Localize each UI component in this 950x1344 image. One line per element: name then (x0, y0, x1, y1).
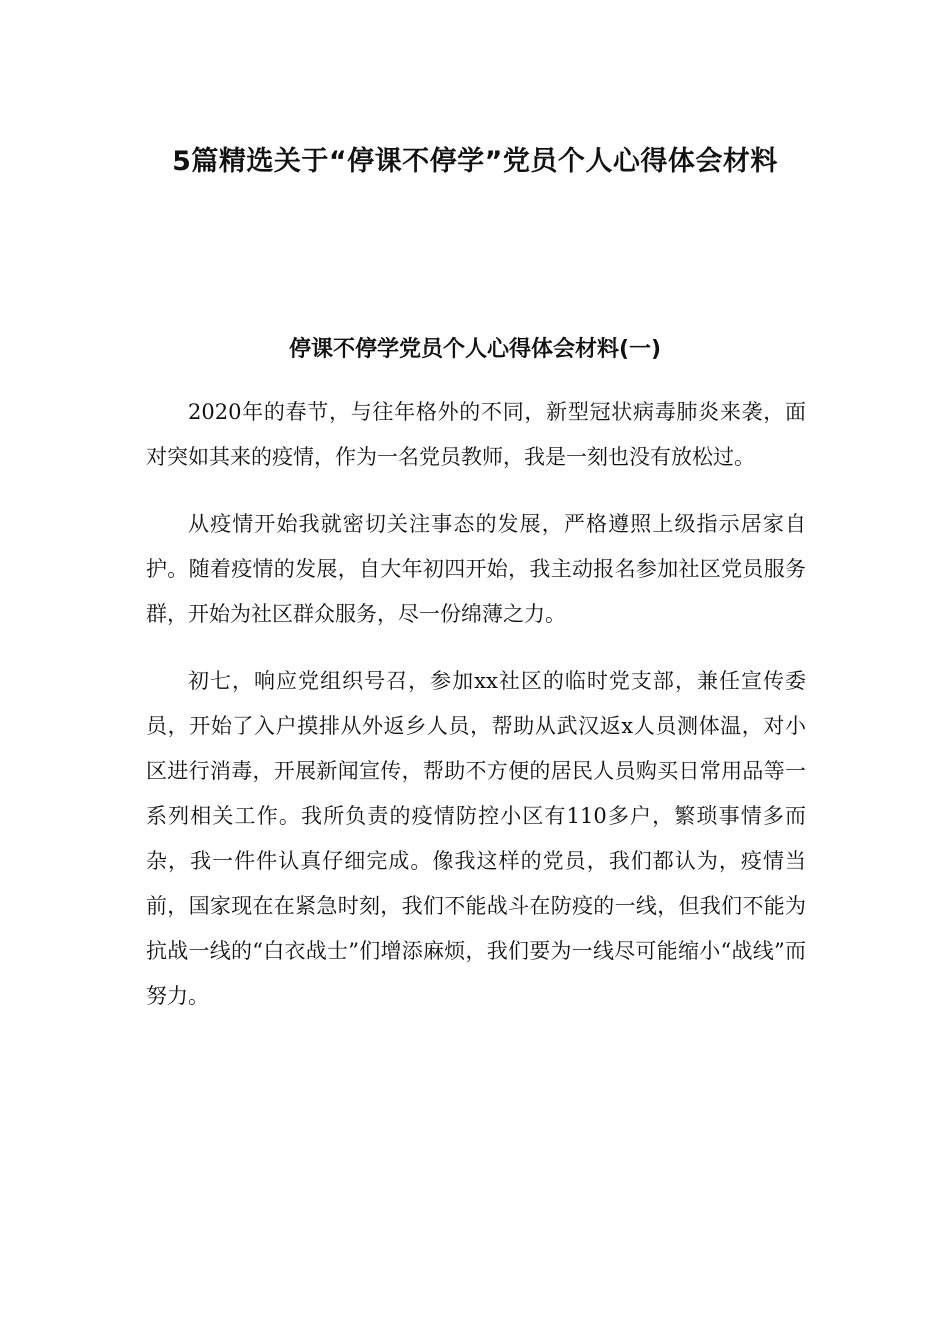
document-body (146, 390, 806, 1041)
document-title: 5篇精选关于“停课不停学”党员个人心得体会材料 (172, 146, 778, 177)
paragraph-2: 从疫情开始我就密切关注事态的发展，严格遵照上级指示居家自护。随着疫情的发展，自大年初四开始，我主动报名参加社区党员服务群，开始为社区群众服务，尽一份绵薄之力。 (146, 512, 806, 626)
section-title: 停课不停学党员个人心得体会材料(一) (288, 337, 662, 362)
paragraph-3: 初七，响应党组织号召，参加xx社区的临时党支部，兼任宣传委员，开始了入户摸排从外返乡人员，帮助从武汉返x人员测体温，对小区进行消毒，开展新闻宣传，帮助不方便的居民人员购买日常用品等一系列相关工作。我所负责的疫情防控小区有110多户，繁琐事情多而杂，我一件件认真仔细完成。像我这样的党员，我们都认为，疫情当前，国家现在在紧急时刻，我们不能战斗在防疫的一线，但我们不能为抗战一线的“白衣战士”们增添麻烦，我们要为一线尽可能缩小“战线”而努力。 (146, 669, 806, 1008)
paragraph-1: 2020年的春节，与往年格外的不同，新型冠状病毒肺炎来袭，面对突如其来的疫情，作为一名党员教师，我是一刻也没有放松过。 (146, 400, 806, 469)
